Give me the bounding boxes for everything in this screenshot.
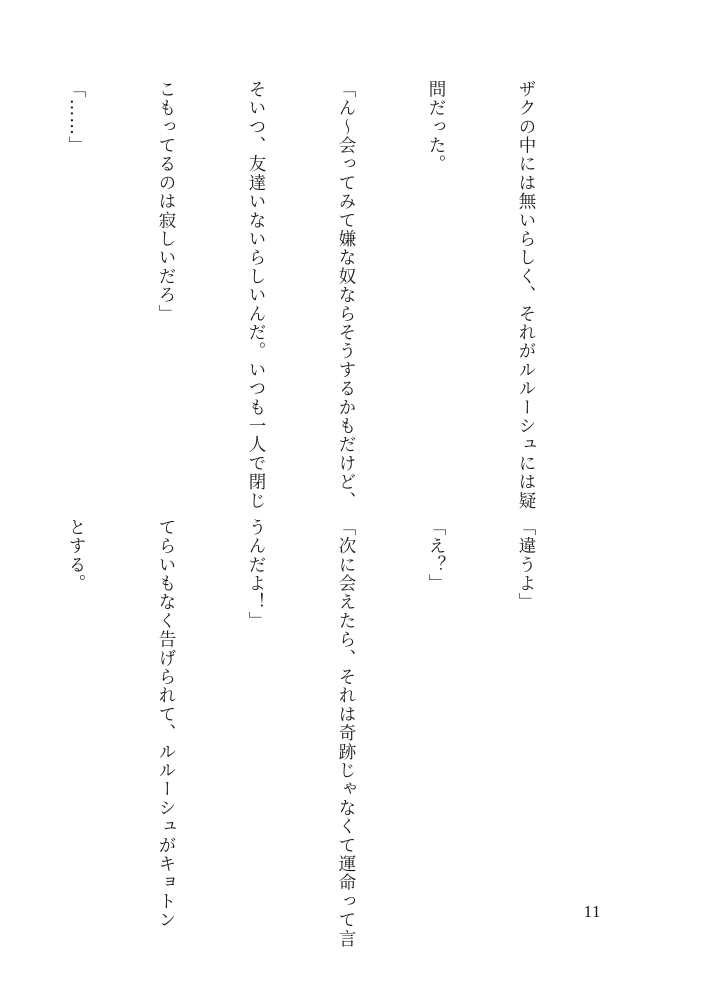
text-line: 「違うよ」 (516, 518, 536, 612)
text-line: うんだよ！」 (246, 518, 266, 631)
text-block-bottom (66, 518, 601, 949)
text-block-top (66, 80, 601, 511)
text-line (0, 80, 1, 480)
text-line: 「次に会えたら、それは奇跡じゃなくて運命って言 (336, 518, 356, 949)
text-line: 「……」 (66, 80, 86, 155)
text-line (0, 518, 1, 918)
text-line: 問だった。 (426, 80, 446, 174)
text-line: 「ん〜会ってみて嫌な奴ならそうするかもだけど、 (336, 80, 356, 511)
text-line: とする。 (66, 518, 86, 593)
text-line: 「え？」 (426, 518, 446, 593)
text-line: ザクの中には無いらしく、それがルルーシュには疑 (516, 80, 536, 511)
text-line: そいつ、友達いないらしいんだ。いつも一人で閉じ (246, 80, 266, 511)
text-line: てらいもなく告げられて、ルルーシュがキョトン (156, 518, 176, 930)
text-line: こもってるのは寂しいだろ」 (156, 80, 176, 324)
page-number: 11 (583, 902, 601, 921)
